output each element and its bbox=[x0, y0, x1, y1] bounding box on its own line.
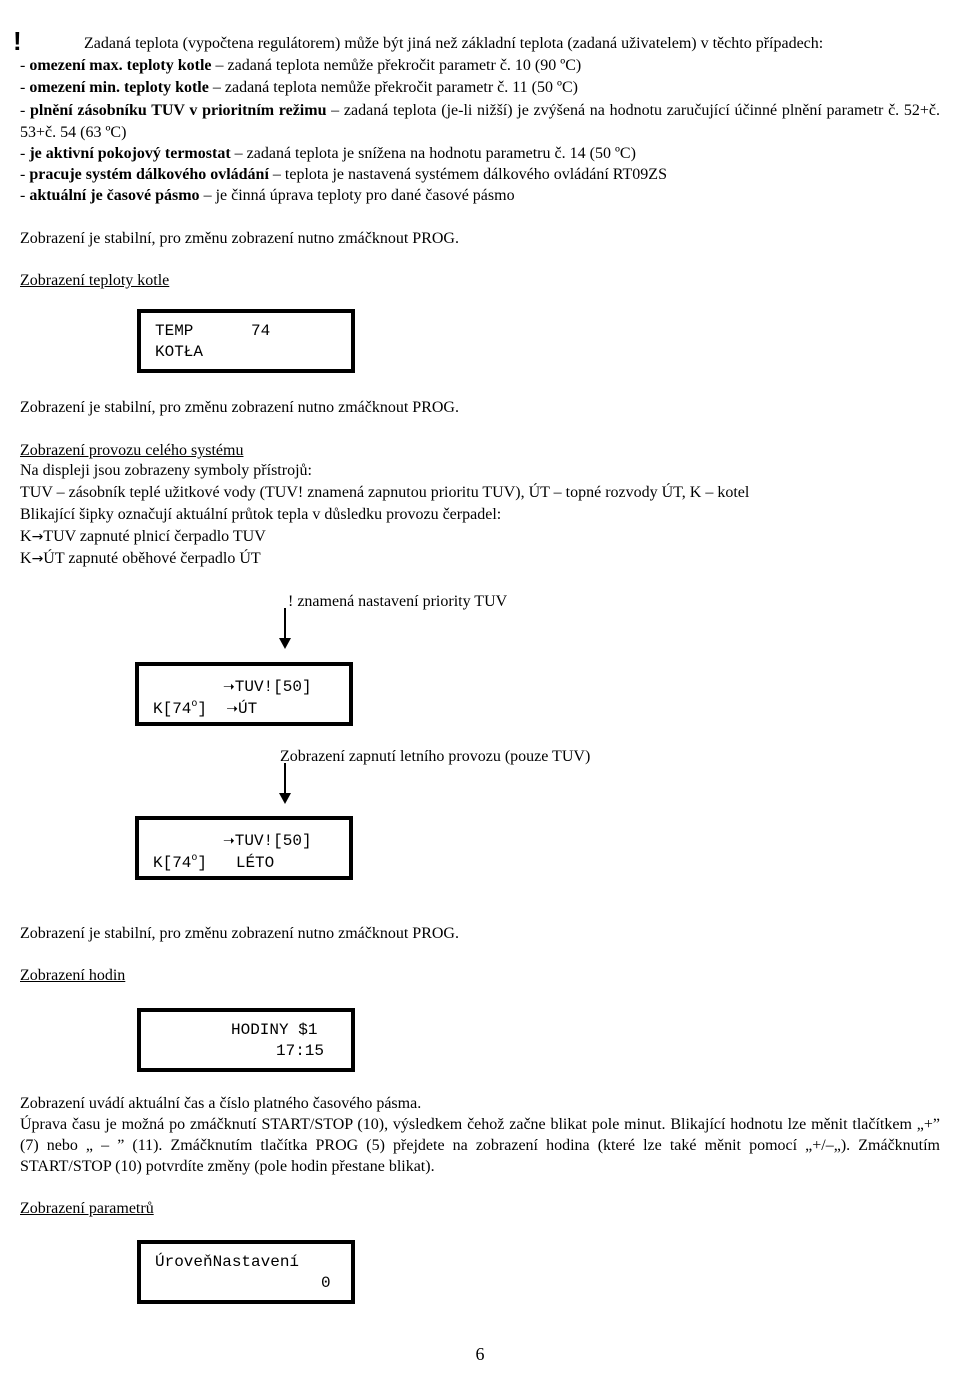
lcd-line-1: ➝TUV![50] bbox=[223, 832, 312, 850]
arrow-right-icon: ➝ bbox=[223, 833, 235, 849]
summer-caption: Zobrazení zapnutí letního provozu (pouze TUV) bbox=[280, 748, 591, 765]
pump-line-tuv: K→TUV zapnuté plnicí čerpadlo TUV bbox=[20, 528, 266, 545]
lcd-line-2: K[74$^o$] LÉTO bbox=[153, 853, 275, 872]
notice-item-time-zone: - aktuální je časové pásmo – je činná úprava teploty pro dané časové pásmo bbox=[20, 187, 515, 204]
notice-item-min: - omezení min. teploty kotle – zadaná teplota nemůže překročit parametr č. 11 (50 ºC) bbox=[20, 79, 578, 96]
system-line-3: Blikající šipky označují aktuální průtok tepla v důsledku provozu čerpadel: bbox=[20, 506, 502, 523]
down-arrow-icon bbox=[277, 608, 293, 650]
lcd-line-1: ➝TUV![50] bbox=[223, 678, 312, 696]
boiler-temp-heading: Zobrazení teploty kotle bbox=[20, 272, 170, 289]
lcd-line-1: HODINY $1 bbox=[231, 1021, 318, 1039]
down-arrow-icon bbox=[277, 763, 293, 805]
arrow-right-icon: ➝ bbox=[223, 679, 235, 695]
clock-lcd bbox=[137, 1008, 355, 1072]
arrow-right-icon: → bbox=[31, 551, 44, 567]
notice-item-room-thermostat: - je aktivní pokojový termostat – zadaná teplota je snížena na hodnotu parametru č. 14 (50 ºC) bbox=[20, 145, 636, 162]
lcd-line-2: KOTŁA bbox=[155, 343, 204, 361]
notice-item-max: - omezení max. teploty kotle – zadaná teplota nemůže překročit parametr č. 10 (90 ºC) bbox=[20, 57, 582, 74]
params-heading: Zobrazení parametrů bbox=[20, 1200, 154, 1217]
notice-item-tuv-priority: - plnění zásobníku TUV v prioritním režimu – zadaná teplota (je-li nižší) je zvýšená na hodnotu zaručující účinné plnění parametr č. 52+č. 53+č. 54 (63 ºC) bbox=[20, 102, 941, 141]
boiler-temp-lcd bbox=[137, 309, 355, 373]
lcd-line-1: TEMP 74 bbox=[155, 322, 271, 340]
priority-caption: ! znamená nastavení priority TUV bbox=[288, 593, 508, 610]
params-lcd bbox=[137, 1240, 355, 1304]
lcd-line-2: 0 bbox=[321, 1274, 331, 1292]
lcd-line-1: ÚroveňNastavení bbox=[155, 1253, 300, 1271]
system-line-2: TUV – zásobník teplé užitkové vody (TUV! znamená zapnutou prioritu TUV), ÚT – topné rozvody ÚT, K – kotel bbox=[20, 484, 750, 501]
clock-paragraph-1: Zobrazení uvádí aktuální čas a číslo platného časového pásma. bbox=[20, 1095, 422, 1112]
system-lcd bbox=[135, 662, 353, 726]
summer-lcd bbox=[135, 816, 353, 880]
system-line-1: Na displeji jsou zobrazeny symboly přístrojů: bbox=[20, 462, 312, 479]
notice-intro: Zadaná teplota (vypočtena regulátorem) může být jiná než základní teplota (zadaná uživatelem) v těchto případech: bbox=[84, 35, 824, 52]
lcd-line-2: 17:15 bbox=[276, 1042, 325, 1060]
page-number: 6 bbox=[475, 1344, 485, 1364]
stable-note-2: Zobrazení je stabilní, pro změnu zobrazení nutno zmáčknout PROG. bbox=[20, 399, 459, 416]
pump-line-ut: K→ÚT zapnuté oběhové čerpadlo ÚT bbox=[20, 550, 261, 567]
warning-exclamation-mark: ! bbox=[13, 26, 22, 56]
lcd-line-2: K[74$^o$] ➝ÚT bbox=[153, 699, 258, 718]
arrow-right-icon: → bbox=[31, 529, 44, 545]
stable-note-1: Zobrazení je stabilní, pro změnu zobrazení nutno zmáčknout PROG. bbox=[20, 230, 459, 247]
system-heading: Zobrazení provozu celého systému bbox=[20, 442, 244, 459]
clock-heading: Zobrazení hodin bbox=[20, 967, 126, 984]
clock-paragraph-2: Úprava času je možná po zmáčknutí START/STOP (10), výsledkem čehož začne blikat pole minut. Blikající hodnotu lze měnit tlačítkem „+” (7) nebo „ – ” (11). Zmáčknutím tlačítka PROG (5) přejdete na zobrazení hodina (které lze také měnit pomocí „+/–„). Zmáčknutím START/STOP (10) potvrdíte změny (pole hodin přestane blikat). bbox=[20, 1116, 940, 1175]
arrow-right-icon: ➝ bbox=[226, 701, 238, 717]
stable-note-3: Zobrazení je stabilní, pro změnu zobrazení nutno zmáčknout PROG. bbox=[20, 925, 459, 942]
notice-item-remote-control: - pracuje systém dálkového ovládání – teplota je nastavená systémem dálkového ovládání RT09ZS bbox=[20, 166, 667, 183]
